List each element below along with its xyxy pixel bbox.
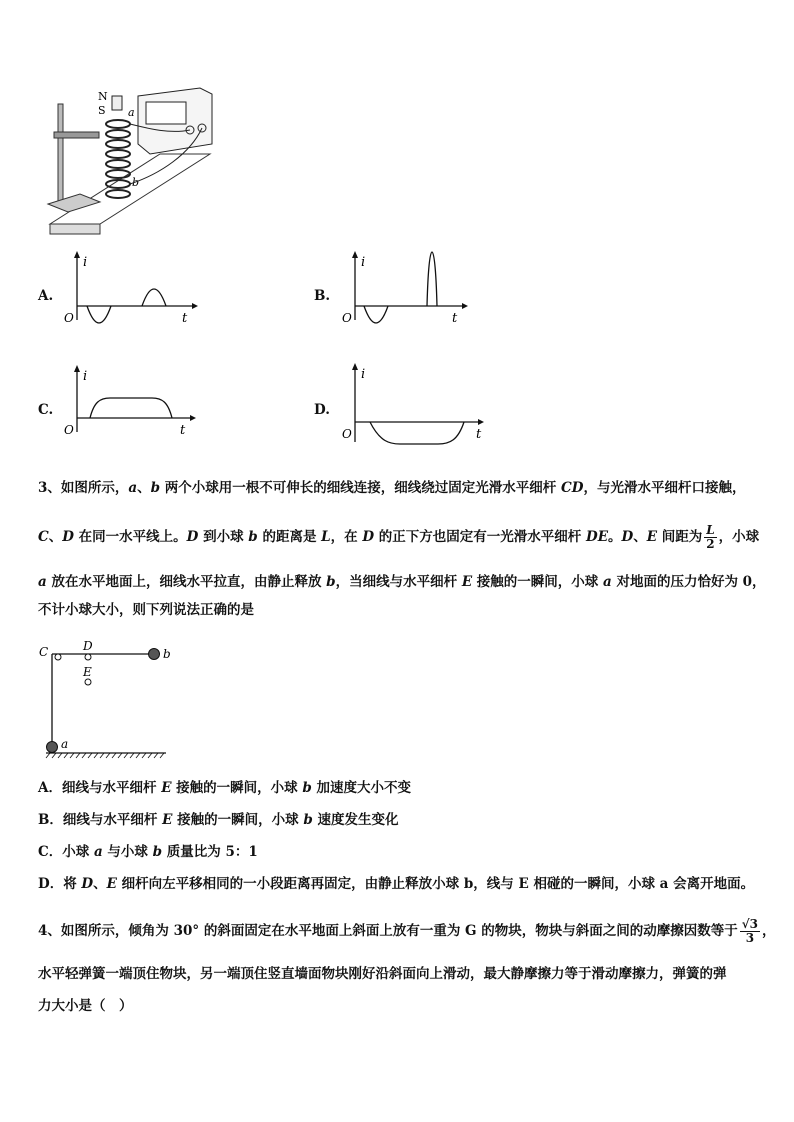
q3-fig-label-b: b — [163, 647, 171, 661]
q2-option-a-letter[interactable]: A. — [38, 288, 54, 304]
q2-option-c-letter[interactable]: C. — [38, 402, 54, 418]
q2-d-axis-t: t — [476, 427, 482, 442]
q4-line-2: 水平轻弹簧一端顶住物块，另一端顶住竖直墙面物块刚好沿斜面向上滑动，最大静摩擦力等于滑动摩擦力，弹簧的弹 — [38, 966, 727, 982]
coil-label-b: b — [132, 176, 140, 189]
q3-line-1: 3、如图所示，a、b 两个小球用一根不可伸长的细线连接，细线绕过固定光滑水平细杆 CD，与光滑水平细杆口接触， — [38, 480, 746, 496]
q2-option-a-graph[interactable] — [62, 248, 202, 328]
q2-option-d-graph[interactable] — [340, 360, 490, 450]
q4-line-1: 4、如图所示，倾角为 30° 的斜面固定在水平地面上斜面上放有一重为 G 的物块，物块与斜面之间的动摩擦因数等于 $\frac{√3}{3}$ ， — [38, 917, 776, 945]
q3-fig-label-e: E — [83, 665, 92, 679]
q2-option-d-letter[interactable]: D. — [314, 402, 330, 418]
q2-c-origin: O — [64, 423, 74, 437]
q3-option-d[interactable]: D．将 D、E 细杆向左平移相同的一小段距离再固定，由静止释放小球 b，线与 E 相碰的一瞬间，小球 a 会离开地面。 — [38, 876, 755, 892]
q3-line-4: 不计小球大小，则下列说法正确的是 — [38, 602, 254, 618]
q2-b-origin: O — [342, 311, 352, 325]
magnet-label-n: N — [98, 90, 108, 103]
q4-fraction-sqrt3-over-3: $\frac{√3}{3}$ — [741, 917, 759, 945]
q2-c-axis-t: t — [180, 423, 186, 438]
q2-option-b-graph[interactable] — [340, 248, 480, 328]
q2-b-axis-t: t — [452, 311, 458, 326]
q2-a-axis-t: t — [182, 311, 188, 326]
q3-option-a[interactable]: A．细线与水平细杆 E 接触的一瞬间，小球 b 加速度大小不变 — [38, 780, 412, 796]
q3-figure — [36, 636, 176, 760]
q3-fig-label-c: C — [39, 645, 49, 659]
q2-option-b-letter[interactable]: B. — [314, 288, 331, 304]
q3-line-2: C、D 在同一水平线上。D 到小球 b 的距离是 L，在 D 的正下方也固定有一光滑水平细杆 DE。D、E 间距为 $\frac{L}{2}$ ，小球 — [38, 523, 760, 551]
q2-c-axis-i: i — [83, 369, 88, 384]
q2-b-axis-i: i — [361, 255, 366, 270]
q2-d-axis-i: i — [361, 367, 366, 382]
q2-d-origin: O — [342, 427, 352, 441]
q3-line-3: a 放在水平地面上，细线水平拉直，由静止释放 b，当细线与水平细杆 E 接触的一瞬间，小球 a 对地面的压力恰好为 0， — [38, 574, 766, 590]
coil-label-a: a — [128, 106, 135, 119]
q3-option-c[interactable]: C．小球 a 与小球 b 质量比为 5：1 — [38, 844, 258, 860]
q2-a-axis-i: i — [83, 255, 88, 270]
q3-fig-label-a: a — [61, 737, 69, 751]
q3-option-b[interactable]: B．细线与水平细杆 E 接触的一瞬间，小球 b 速度发生变化 — [38, 812, 399, 828]
q3-fig-label-d: D — [83, 639, 93, 653]
magnet-label-s: S — [98, 104, 106, 117]
q2-a-origin: O — [64, 311, 74, 325]
q4-line-3: 力大小是（ ） — [38, 998, 133, 1014]
q2-option-c-graph[interactable] — [62, 362, 202, 442]
q3-fraction-l-over-2: $\frac{L}{2}$ — [706, 523, 715, 551]
apparatus-figure — [40, 84, 215, 244]
